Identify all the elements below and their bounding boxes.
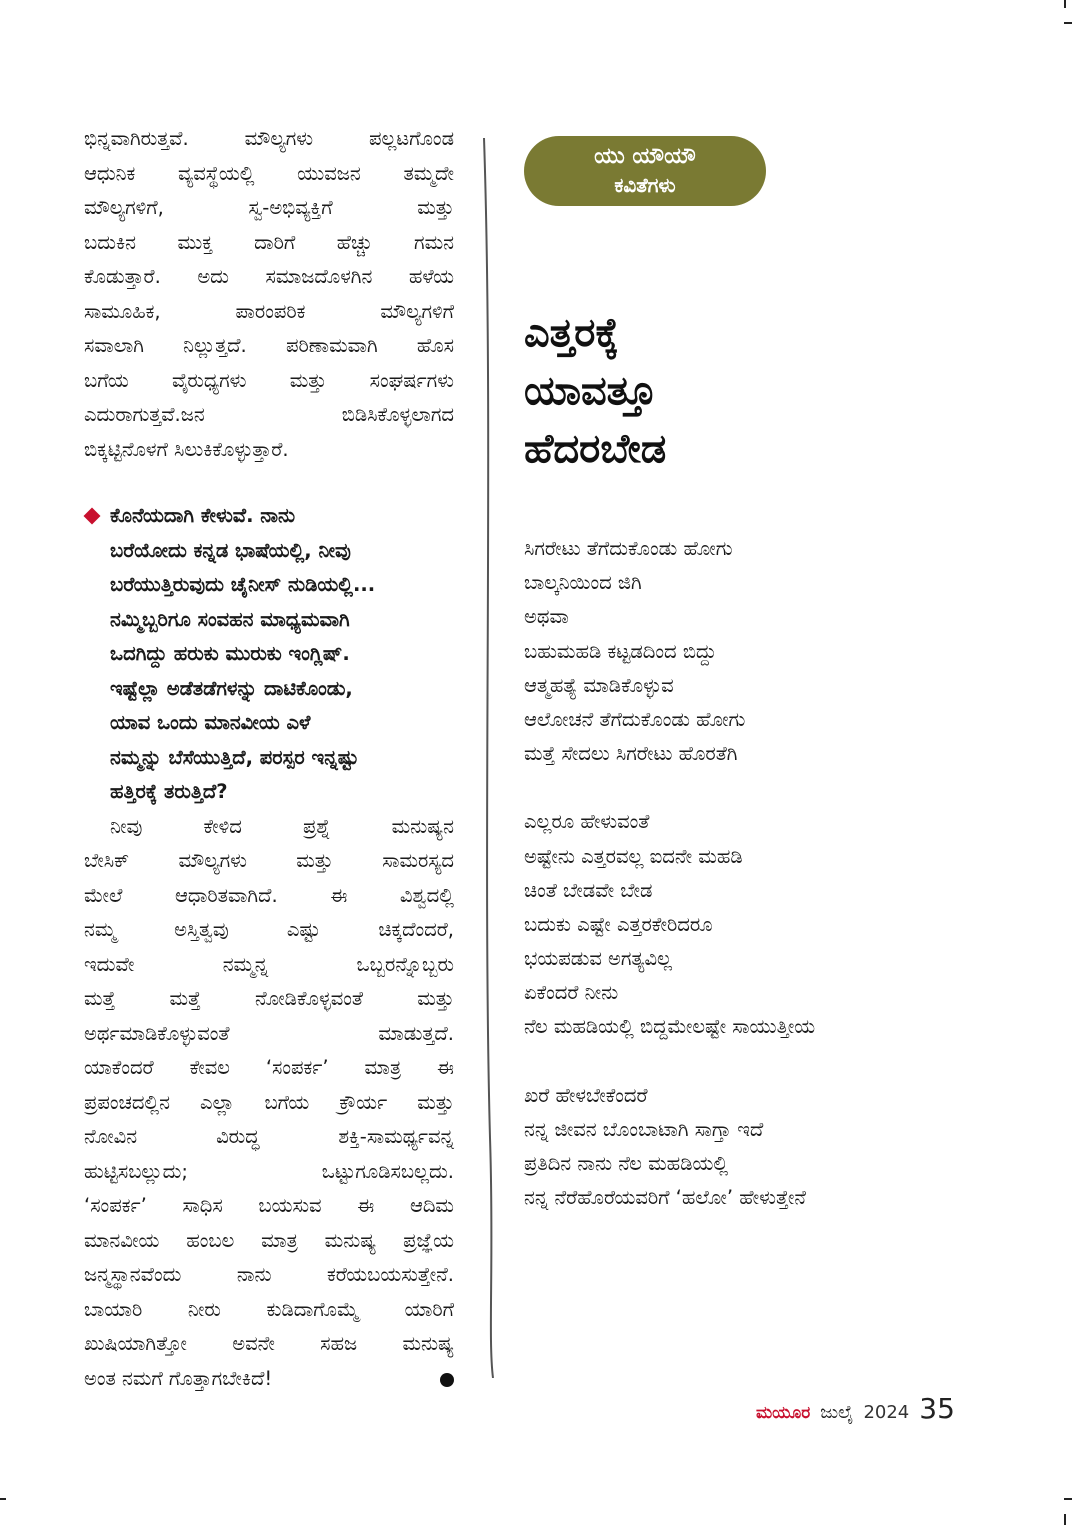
poem-stanza xyxy=(524,805,815,1044)
poem-line: ಎಲ್ಲರೂ ಹೇಳುವಂತೆ xyxy=(524,810,650,834)
answer-line: ಬಾಯಾರಿ ನೀರು ಕುಡಿದಾಗೊಮ್ಮೆ ಯಾರಿಗೆ xyxy=(84,1297,454,1321)
page-number: 35 xyxy=(919,1392,955,1425)
question-line: ಹತ್ತಿರಕ್ಕೆ ತರುತ್ತಿದೆ? xyxy=(110,780,228,803)
poem-line: ನನ್ನ ಜೀವನ ಬೊಂಬಾಟಾಗಿ ಸಾಗ್ತಾ ಇದೆ xyxy=(524,1117,764,1141)
poem-line: ಮತ್ತೆ ಸೇದಲು ಸಿಗರೇಟು ಹೊರತೆಗಿ xyxy=(524,742,738,766)
poem-line: ಚಿಂತೆ ಬೇಡವೇ ಬೇಡ xyxy=(524,878,653,902)
question-line: ಒದಗಿದ್ದು ಹರುಕು ಮುರುಕು ಇಂಗ್ಲಿಷ್. xyxy=(110,642,350,665)
author-name: ಯು ಯೌಯೌ xyxy=(594,144,696,169)
intro-line: ಕೊಡುತ್ತಾರೆ. ಅದು ಸಮಾಜದೊಳಗಿನ ಹಳೆಯ xyxy=(84,265,454,288)
answer-line: ಇದುವೇ ನಮ್ಮನ್ನ ಒಬ್ಬರನ್ನೊಬ್ಬರು xyxy=(84,952,454,976)
author-pill xyxy=(524,136,766,206)
answer-line: ಮೇಲೆ ಆಧಾರಿತವಾಗಿದೆ. ಈ ವಿಶ್ವದಲ್ಲಿ xyxy=(84,883,454,907)
intro-line: ಆಧುನಿಕ ವ್ಯವಸ್ಥೆಯಲ್ಲಿ ಯುವಜನ ತಮ್ಮದೇ xyxy=(84,161,454,185)
crop-mark xyxy=(1064,1498,1072,1500)
poem-line: ನನ್ನ ನೆರೆಹೊರೆಯವರಿಗೆ ‘ಹಲೋ’ ಹೇಳುತ್ತೇನೆ xyxy=(524,1186,806,1210)
poem-title-line: ಹೆದರಬೇಡ xyxy=(524,426,667,472)
question-line: ಬರೆಯುತ್ತಿರುವುದು ಚೈನೀಸ್ ನುಡಿಯಲ್ಲಿ... xyxy=(110,573,376,596)
end-of-article-icon xyxy=(440,1373,454,1387)
question-block xyxy=(84,499,454,810)
intro-line: ಎದುರಾಗುತ್ತವೆ.ಜನ ಬಿಡಿಸಿಕೊಳ್ಳಲಾಗದ xyxy=(84,403,454,426)
answer-last-line: ಅಂತ ನಮಗೆ ಗೊತ್ತಾಗಬೇಕಿದೆ! xyxy=(84,1362,454,1397)
crop-mark xyxy=(0,1498,6,1500)
poem-line: ಬದುಕು ಎಷ್ಟೇ ಎತ್ತರಕೇರಿದರೂ xyxy=(524,912,713,936)
answer-line: ‘ಸಂಪರ್ಕ’ ಸಾಧಿಸ ಬಯಸುವ ಈ ಆದಿಮ xyxy=(84,1194,454,1217)
answer-line: ಯಾಕೆಂದರೆ ಕೇವಲ ‘ಸಂಪರ್ಕ’ ಮಾತ್ರ ಈ xyxy=(84,1056,454,1079)
answer-line: ಅರ್ಥಮಾಡಿಕೊಳ್ಳುವಂತೆ ಮಾಡುತ್ತದೆ. xyxy=(84,1021,454,1045)
column-divider xyxy=(480,138,496,1378)
answer-line: ಮಾನವೀಯ ಹಂಬಲ ಮಾತ್ರ ಮನುಷ್ಯ ಪ್ರಜ್ಞೆಯ xyxy=(84,1228,454,1252)
poem-line: ಸಿಗರೇಟು ತೆಗೆದುಕೊಂಡು ಹೋಗು xyxy=(524,537,733,560)
answer-paragraph xyxy=(84,810,454,1397)
poem-line: ಆತ್ಮಹತ್ಯೆ ಮಾಡಿಕೊಳ್ಳುವ xyxy=(524,673,674,697)
crop-mark xyxy=(1064,0,1066,8)
answer-line: ಜನ್ಮಸ್ಥಾನವೆಂದು ನಾನು ಕರೆಯಬಯಸುತ್ತೇನೆ. xyxy=(84,1263,454,1286)
crop-mark xyxy=(1064,1514,1066,1525)
answer-first-line: ನೀವು ಕೇಳಿದ ಪ್ರಶ್ನೆ ಮನುಷ್ಯನ xyxy=(110,814,454,838)
answer-line: ಪ್ರಪಂಚದಲ್ಲಿನ ಎಲ್ಲಾ ಬಗೆಯ ಕ್ರೌರ್ಯ ಮತ್ತು xyxy=(84,1090,454,1114)
poem-title xyxy=(524,304,666,478)
answer-line: ನಮ್ಮ ಅಸ್ತಿತ್ವವು ಎಷ್ಟು ಚಿಕ್ಕದೆಂದರೆ, xyxy=(84,918,454,941)
issue-month: ಜುಲೈ xyxy=(820,1402,854,1423)
poem-line: ಖರೆ ಹೇಳಬೇಕೆಂದರೆ xyxy=(524,1083,648,1107)
question-line: ಯಾವ ಒಂದು ಮಾನವೀಯ ಎಳೆ xyxy=(110,711,311,734)
poem-line: ಅಥವಾ xyxy=(524,605,569,629)
left-column xyxy=(84,122,454,1396)
poem-line: ಆಲೋಚನೆ ತೆಗೆದುಕೊಂಡು ಹೋಗು xyxy=(524,707,746,731)
intro-paragraph xyxy=(84,122,454,467)
intro-line: ಸವಾಲಾಗಿ ನಿಲ್ಲುತ್ತದೆ. ಪರಿಣಾಮವಾಗಿ ಹೊಸ xyxy=(84,334,454,357)
poem-line: ನೆಲ ಮಹಡಿಯಲ್ಲಿ ಬಿದ್ದಮೇಲಷ್ಟೇ ಸಾಯುತ್ತೀಯ xyxy=(524,1015,816,1039)
answer-line: ಬೇಸಿಕ್ ಮೌಲ್ಯಗಳು ಮತ್ತು ಸಾಮರಸ್ಯದ xyxy=(84,849,454,872)
poem-stanza xyxy=(524,532,815,771)
magazine-brand: ಮಯೂರ xyxy=(756,1403,811,1423)
question-line: ಬರೆಯೋದು ಕನ್ನಡ ಭಾಷೆಯಲ್ಲಿ, ನೀವು xyxy=(110,538,351,562)
question-line: ಇಷ್ಟೆಲ್ಲಾ ಅಡೆತಡೆಗಳನ್ನು ದಾಟಿಕೊಂಡು, xyxy=(110,676,353,700)
question-line: ನಮ್ಮಿಬ್ಬರಿಗೂ ಸಂವಹನ ಮಾಧ್ಯಮವಾಗಿ xyxy=(110,607,350,631)
author-pill-subtitle: ಕವಿತೆಗಳು xyxy=(614,173,676,197)
answer-line: ಖುಷಿಯಾಗಿತ್ತೋ ಅವನೇ ಸಹಜ ಮನುಷ್ಯ xyxy=(84,1332,454,1355)
intro-line: ಬಿಕ್ಕಟ್ಟಿನೊಳಗೆ ಸಿಲುಕಿಕೊಳ್ಳುತ್ತಾರೆ. xyxy=(84,437,289,461)
poem-line: ಏಕೆಂದರೆ ನೀನು xyxy=(524,981,619,1005)
intro-line: ಭಿನ್ನವಾಗಿರುತ್ತವೆ. ಮೌಲ್ಯಗಳು ಪಲ್ಲಟಗೊಂಡ xyxy=(84,127,454,150)
poem-body xyxy=(524,532,815,1249)
intro-line: ಮೌಲ್ಯಗಳಿಗೆ, ಸ್ವ-ಅಭಿವ್ಯಕ್ತಿಗೆ ಮತ್ತು xyxy=(84,196,454,219)
poem-line: ಬಹುಮಹಡಿ ಕಟ್ಟಡದಿಂದ ಬಿದ್ದು xyxy=(524,639,717,663)
issue-year: 2024 xyxy=(863,1402,910,1423)
answer-line: ಹುಟ್ಟಿಸಬಲ್ಲುದು; ಒಟ್ಟುಗೂಡಿಸಬಲ್ಲದು. xyxy=(84,1159,454,1183)
poem-line: ಅಷ್ಟೇನು ಎತ್ತರವಲ್ಲ ಐದನೇ ಮಹಡಿ xyxy=(524,844,743,868)
crop-mark xyxy=(1064,22,1072,24)
intro-line: ಬಗೆಯ ವೈರುಧ್ಯಗಳು ಮತ್ತು ಸಂಘರ್ಷಗಳು xyxy=(84,368,454,392)
answer-line: ಮತ್ತೆ ಮತ್ತೆ ನೋಡಿಕೊಳ್ಳವಂತೆ ಮತ್ತು xyxy=(84,987,454,1010)
poem-title-line: ಎತ್ತರಕ್ಕೆ xyxy=(524,310,619,356)
poem-line: ಭಯಪಡುವ ಅಗತ್ಯವಿಲ್ಲ xyxy=(524,947,673,971)
poem-stanza xyxy=(524,1079,815,1216)
poem-title-line: ಯಾವತ್ತೂ xyxy=(524,368,657,414)
intro-line: ಸಾಮೂಹಿಕ, ಪಾರಂಪರಿಕ ಮೌಲ್ಯಗಳಿಗೆ xyxy=(84,299,454,323)
intro-line: ಬದುಕಿನ ಮುಕ್ತ ದಾರಿಗೆ ಹೆಚ್ಚು ಗಮನ xyxy=(84,230,454,254)
poem-line: ಬಾಲ್ಕನಿಯಿಂದ ಜಿಗಿ xyxy=(524,571,642,595)
poem-line: ಪ್ರತಿದಿನ ನಾನು ನೆಲ ಮಹಡಿಯಲ್ಲಿ xyxy=(524,1152,729,1175)
question-line: ನಮ್ಮನ್ನು ಬೆಸೆಯುತ್ತಿದೆ, ಪರಸ್ಪರ ಇನ್ನಷ್ಟು xyxy=(110,745,359,769)
question-line: ಕೊನೆಯದಾಗಿ ಕೇಳುವೆ. ನಾನು xyxy=(110,504,296,527)
answer-line: ನೋವಿನ ವಿರುದ್ಧ ಶಕ್ತಿ-ಸಾಮರ್ಥ್ಯವನ್ನ xyxy=(84,1125,454,1148)
page-footer xyxy=(756,1392,955,1432)
